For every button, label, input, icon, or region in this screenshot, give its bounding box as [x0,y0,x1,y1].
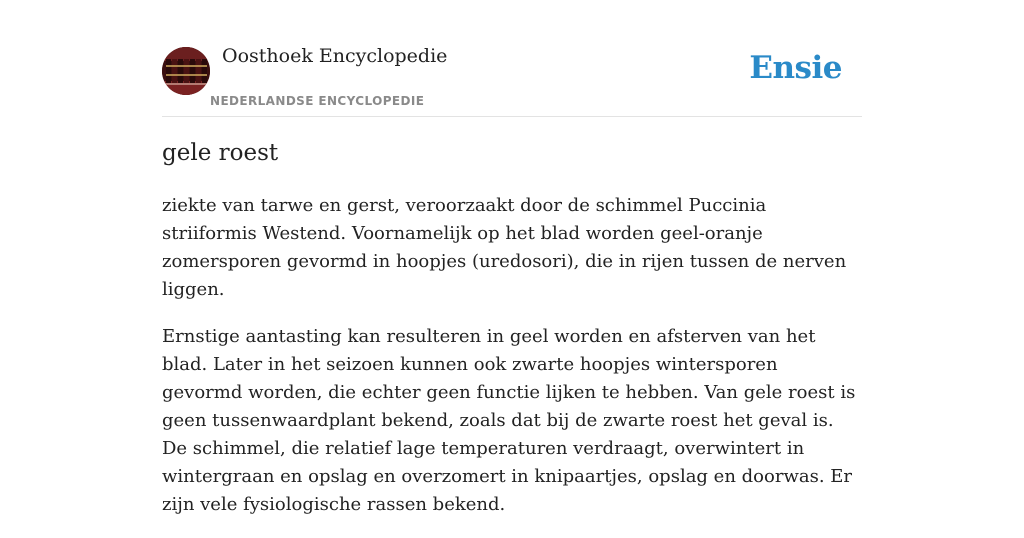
bookshelf-icon[interactable] [162,47,210,95]
article-card [162,0,862,515]
site-name[interactable]: Oosthoek Encyclopedie [222,45,448,67]
brand-logo[interactable]: Ensie [749,50,842,86]
article-paragraph: Ernstige aantasting kan resulteren in geel worden en afsterven van het blad. Later in het seizoen kunnen ook zwarte hoopjes wintersporen gevormd worden, die echter geen functie lijken te hebben. Van gele roest is geen tussenwaardplant bekend, zoals dat bij de zwarte roest het geval is. De schimmel, die relatief lage temperaturen verdraagt, overwintert in wintergraan en opslag en overzomert in knipaartjes, opslag en doorwas. Er zijn vele fysiologische rassen bekend. [162,326,856,515]
header [162,0,862,117]
site-tagline: NEDERLANDSE ENCYCLOPEDIE [210,94,425,108]
article-body [162,192,862,538]
article-paragraph: ziekte van tarwe en gerst, veroorzaakt door de schimmel Puccinia striiformis Westend. Voornamelijk op het blad worden geel-oranje zomersporen gevormd in hoopjes (uredosori), die in rijen tussen de nerven liggen. [162,195,847,300]
article-title: gele roest [162,140,279,166]
